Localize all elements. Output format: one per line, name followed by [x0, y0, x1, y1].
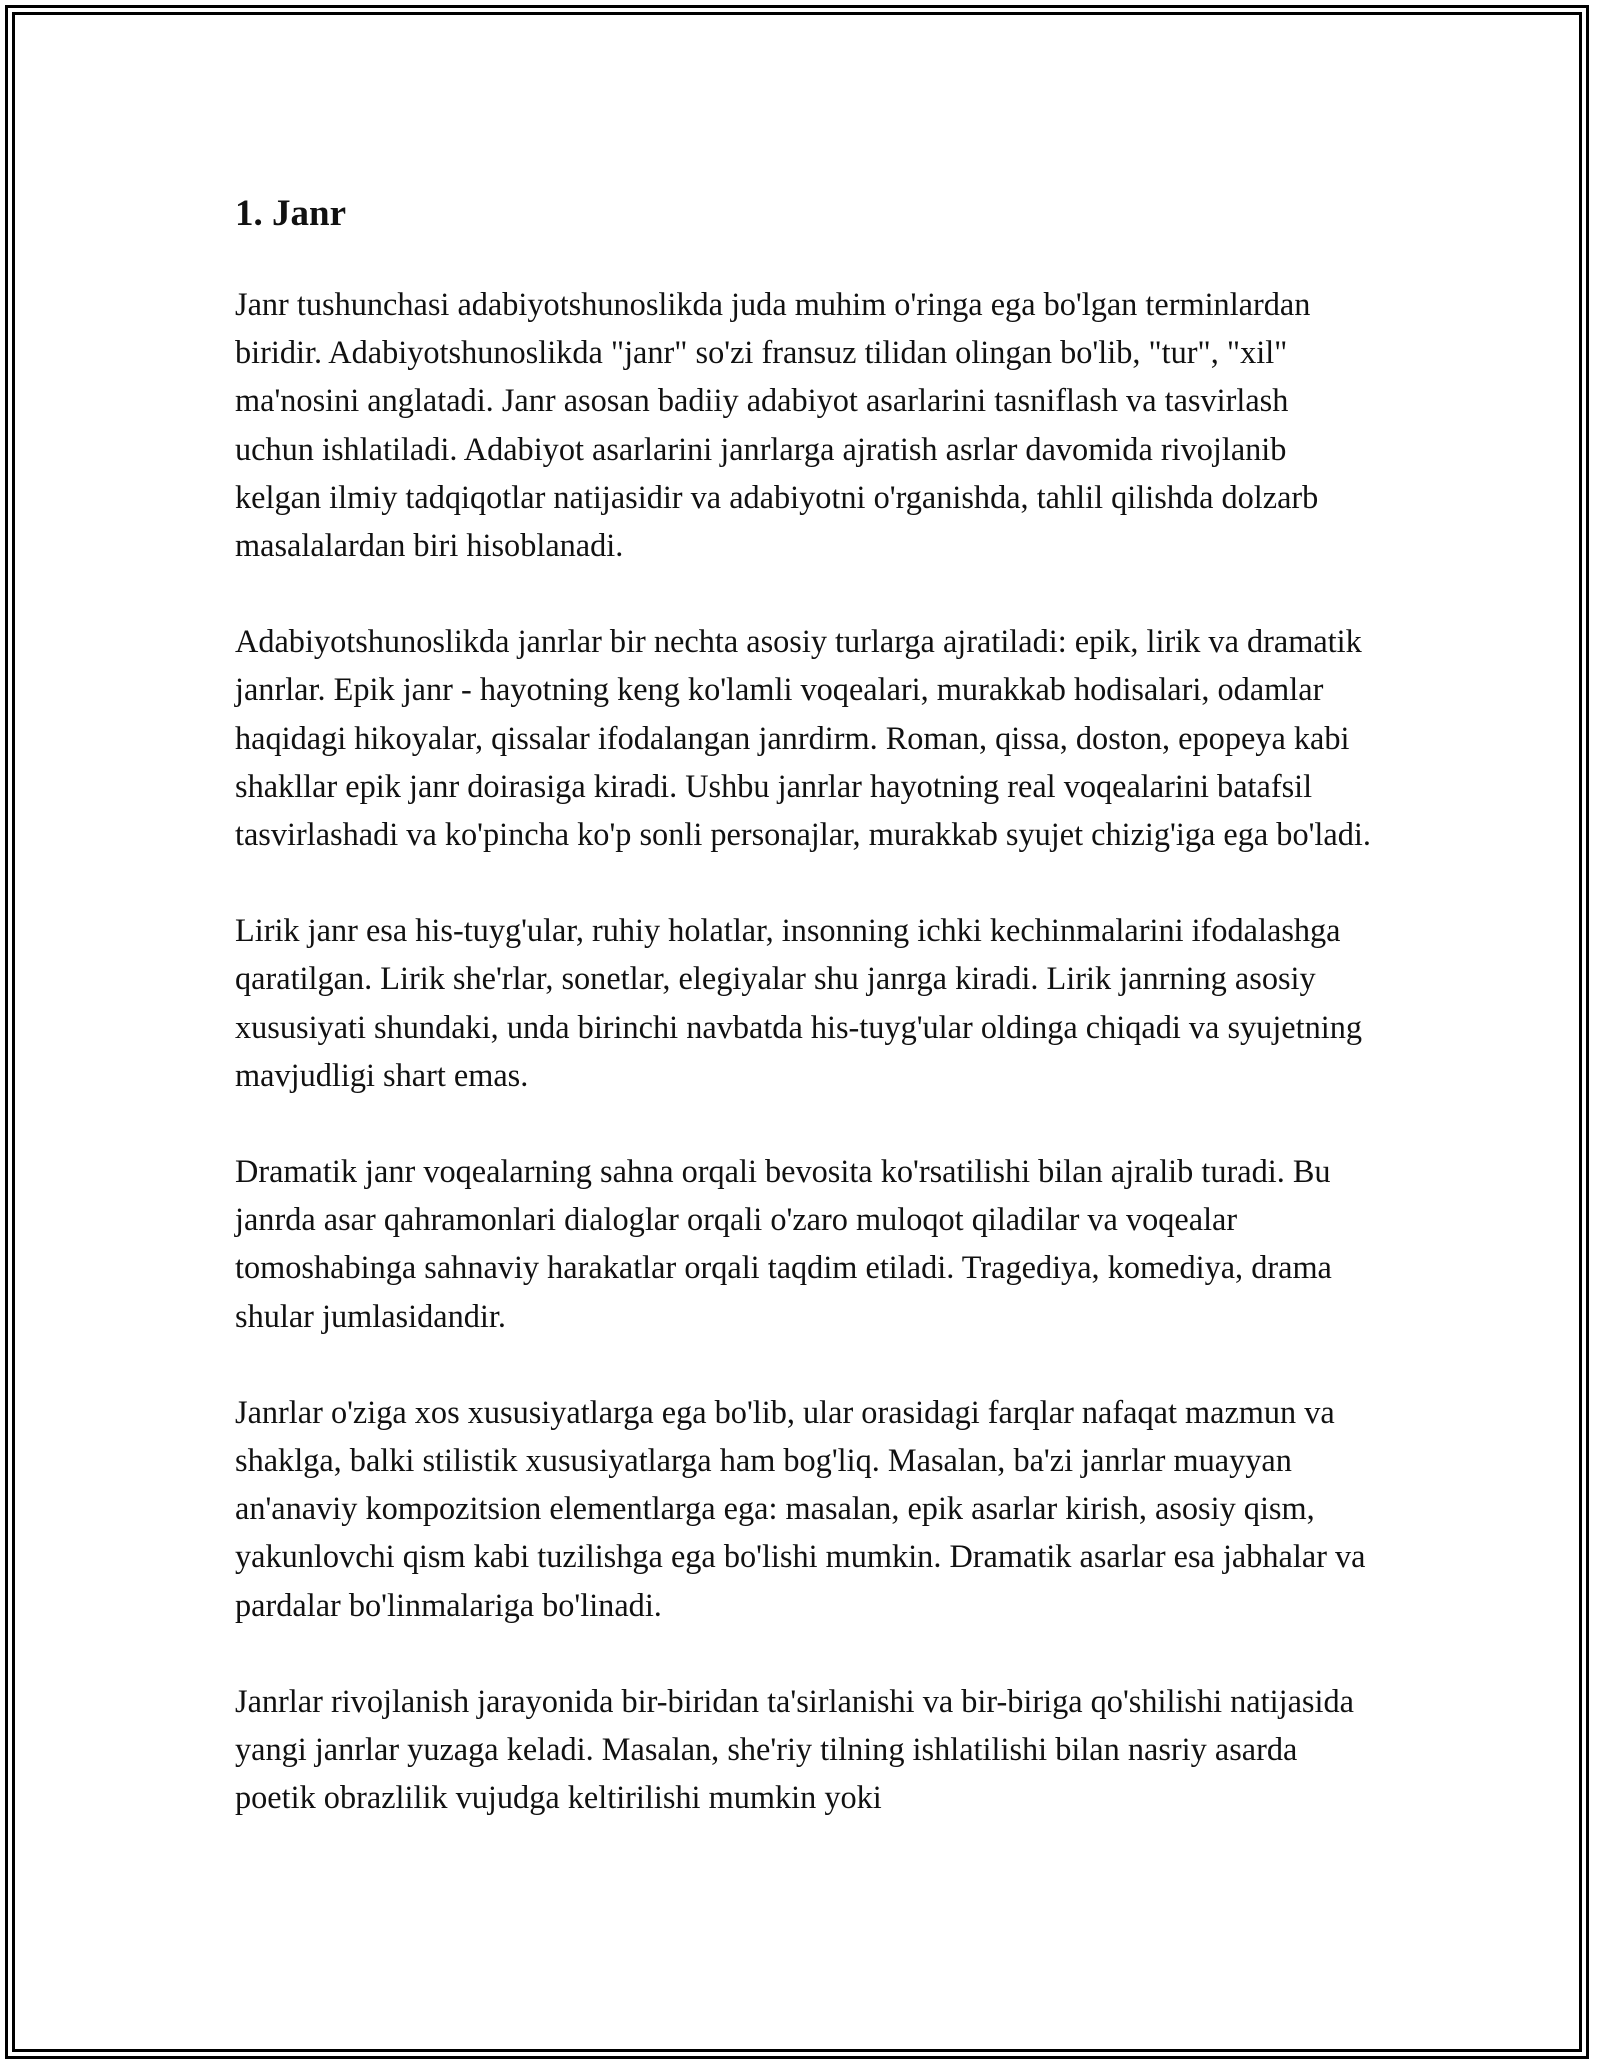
paragraph-genre-features: Janrlar o'ziga xos xususiyatlarga ega bo'lib, ular orasidagi farqlar nafaqat mazmun va shaklga, balki stilistik xususiyatlarga ham bog'liq. Masalan, ba'zi janrlar muayyan an'anaviy kompozitsion elementlarga ega: masalan, epik asarlar kirish, asosiy qism, yakunlovchi qism kabi tuzilishga ega bo'lishi mumkin. Dramatik asarlar esa jabhalar va pardalar bo'linmalariga bo'linadi. — [235, 1393, 1366, 1623]
section-heading: 1. Janr — [235, 193, 346, 234]
paragraph-genre-definition: Janr tushunchasi adabiyotshunoslikda juda muhim o'ringa ega bo'lgan terminlardan biridir. Adabiyotshunoslikda "janr" so'zi fransuz tilidan olingan bo'lib, "tur", "xil" ma'nosini anglatadi. Janr asosan badiiy adabiyot asarlarini tasniflash va tasvirlash uchun ishlatiladi. Adabiyot asarlarini janrlarga ajratish asrlar davomida rivojlanib kelgan ilmiy tadqiqotlar natijasidir va adabiyotni o'rganishda, tahlil qilishda dolzarb masalalardan biri hisoblanadi. — [235, 286, 1319, 564]
paragraph-lyric-genre: Lirik janr esa his-tuyg'ular, ruhiy holatlar, insonning ichki kechinmalarini ifodalashga qaratilgan. Lirik she'rlar, sonetlar, elegiyalar shu janrga kiradi. Lirik janrning asosiy xususiyati shundaki, unda birinchi navbatda his-tuyg'ular oldinga chiqadi va syujetning mavjudligi shart emas. — [235, 912, 1363, 1093]
paragraph-dramatic-genre: Dramatik janr voqealarning sahna orqali bevosita ko'rsatilishi bilan ajralib turadi. Bu janrda asar qahramonlari dialoglar orqali o'zaro muloqot qiladilar va voqealar tomoshabinga sahnaviy harakatlar orqali taqdim etiladi. Tragediya, komediya, drama shular jumlasidandir. — [235, 1153, 1332, 1334]
paragraph-genre-development: Janrlar rivojlanish jarayonida bir-biridan ta'sirlanishi va bir-biriga qo'shilishi natijasida yangi janrlar yuzaga keladi. Masalan, she'riy tilning ishlatilishi bilan nasriy asarda poetik obrazlilik vujudga keltirilishi mumkin yoki — [235, 1682, 1354, 1816]
document-body — [235, 186, 1375, 1821]
paragraph-genre-types-epic: Adabiyotshunoslikda janrlar bir nechta asosiy turlarga ajratiladi: epik, lirik va dramatik janrlar. Epik janr - hayotning keng ko'lamli voqealari, murakkab hodisalari, odamlar haqidagi hikoyalar, qissalar ifodalangan janrdirm. Roman, qissa, doston, epopeya kabi shakllar epik janr doirasiga kiradi. Ushbu janrlar hayotning real voqealarini batafsil tasvirlashadi va ko'pincha ko'p sonli personajlar, murakkab syujet chizig'iga ega bo'ladi. — [235, 623, 1371, 853]
